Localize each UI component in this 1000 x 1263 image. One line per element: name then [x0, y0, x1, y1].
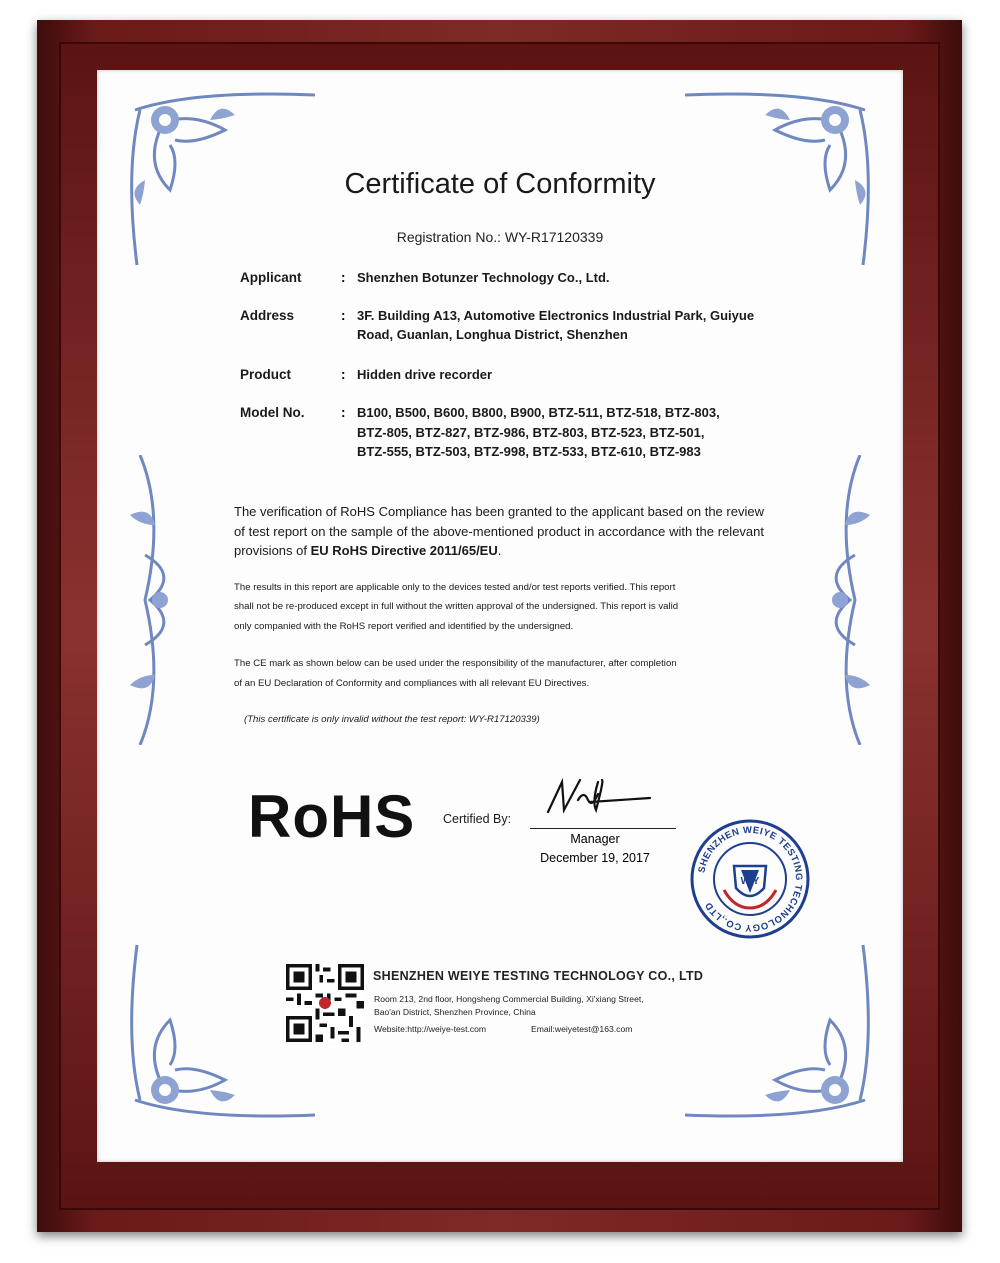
ce-line-1: The CE mark as shown below can be used under the responsibility of the manufacturer, after completion: [234, 658, 677, 669]
verification-text: The verification of RoHS Compliance has been granted to the applicant based on the review of test report on the sample of the above-mentioned product in accordance with the relevant provisions of: [234, 504, 764, 558]
address-line-2: Road, Guanlan, Longhua District, Shenzhen: [357, 327, 628, 342]
issuer-email-link[interactable]: Email:weiyetest@163.com: [531, 1024, 633, 1034]
certified-by-label: Certified By:: [443, 812, 512, 826]
product-value: Hidden drive recorder: [357, 367, 493, 382]
applicant-label: Applicant: [240, 270, 302, 285]
directive-text: EU RoHS Directive 2011/65/EU: [310, 543, 498, 558]
address-colon: :: [341, 308, 346, 323]
issuer-name: SHENZHEN WEIYE TESTING TECHNOLOGY CO., LTD: [373, 969, 704, 983]
corner-ornament-bottom-right: [665, 930, 885, 1130]
signature-line: [530, 828, 676, 829]
model-line-3: BTZ-555, BTZ-503, BTZ-998, BTZ-533, BTZ-610, BTZ-983: [357, 444, 701, 459]
qr-code-icon[interactable]: [286, 964, 364, 1042]
results-line-3: only companied with the RoHS report verified and identified by the undersigned.: [234, 621, 574, 632]
issuer-address: [374, 993, 714, 1019]
results-line-2: shall not be re-produced except in full without the written approval of the undersigned. This report is valid: [234, 601, 679, 612]
certificate-title: Certificate of Conformity: [344, 168, 656, 200]
stamp-ring-text: SHENZHEN WEIYE TESTING TECHNOLOGY CO.,LTD: [696, 824, 805, 934]
issuer-website-link[interactable]: Website:http://weiye-test.com: [374, 1024, 487, 1034]
side-ornament-left: [120, 455, 190, 745]
address-label: Address: [240, 308, 295, 323]
stamp-inner-letters: W Y: [740, 876, 760, 887]
applicant-value: Shenzhen Botunzer Technology Co., Ltd.: [357, 270, 610, 285]
ce-line-2: of an EU Declaration of Conformity and compliances with all relevant EU Directives.: [234, 678, 590, 689]
handwritten-signature: [540, 772, 655, 822]
signer-title: Manager: [570, 832, 620, 846]
side-ornament-right: [810, 455, 880, 745]
model-line-2: BTZ-805, BTZ-827, BTZ-986, BTZ-803, BTZ-523, BTZ-501,: [357, 425, 705, 440]
model-colon: :: [341, 405, 346, 420]
validity-note: (This certificate is only invalid without the test report: WY-R17120339): [244, 714, 540, 725]
product-colon: :: [341, 367, 346, 382]
applicant-colon: :: [341, 270, 346, 285]
verification-paragraph: [234, 502, 764, 561]
model-line-1: B100, B500, B600, B800, B900, BTZ-511, BTZ-518, BTZ-803,: [357, 405, 720, 420]
signature-date: December 19, 2017: [540, 851, 650, 865]
company-seal-stamp: [689, 818, 811, 940]
rohs-mark: RoHS: [248, 783, 416, 850]
model-label: Model No.: [240, 405, 305, 420]
product-label: Product: [240, 367, 292, 382]
results-line-1: The results in this report are applicable only to the devices tested and/or test reports verified. This report: [234, 582, 676, 593]
address-line-1: 3F. Building A13, Automotive Electronics Industrial Park, Guiyue: [357, 308, 755, 323]
issuer-address-line-1: Room 213, 2nd floor, Hongsheng Commercial Building, Xi'xiang Street,: [374, 994, 644, 1004]
issuer-address-line-2: Bao'an District, Shenzhen Province, China: [374, 1007, 536, 1017]
directive-end: .: [497, 543, 502, 558]
registration-number: Registration No.: WY-R17120339: [396, 229, 604, 245]
